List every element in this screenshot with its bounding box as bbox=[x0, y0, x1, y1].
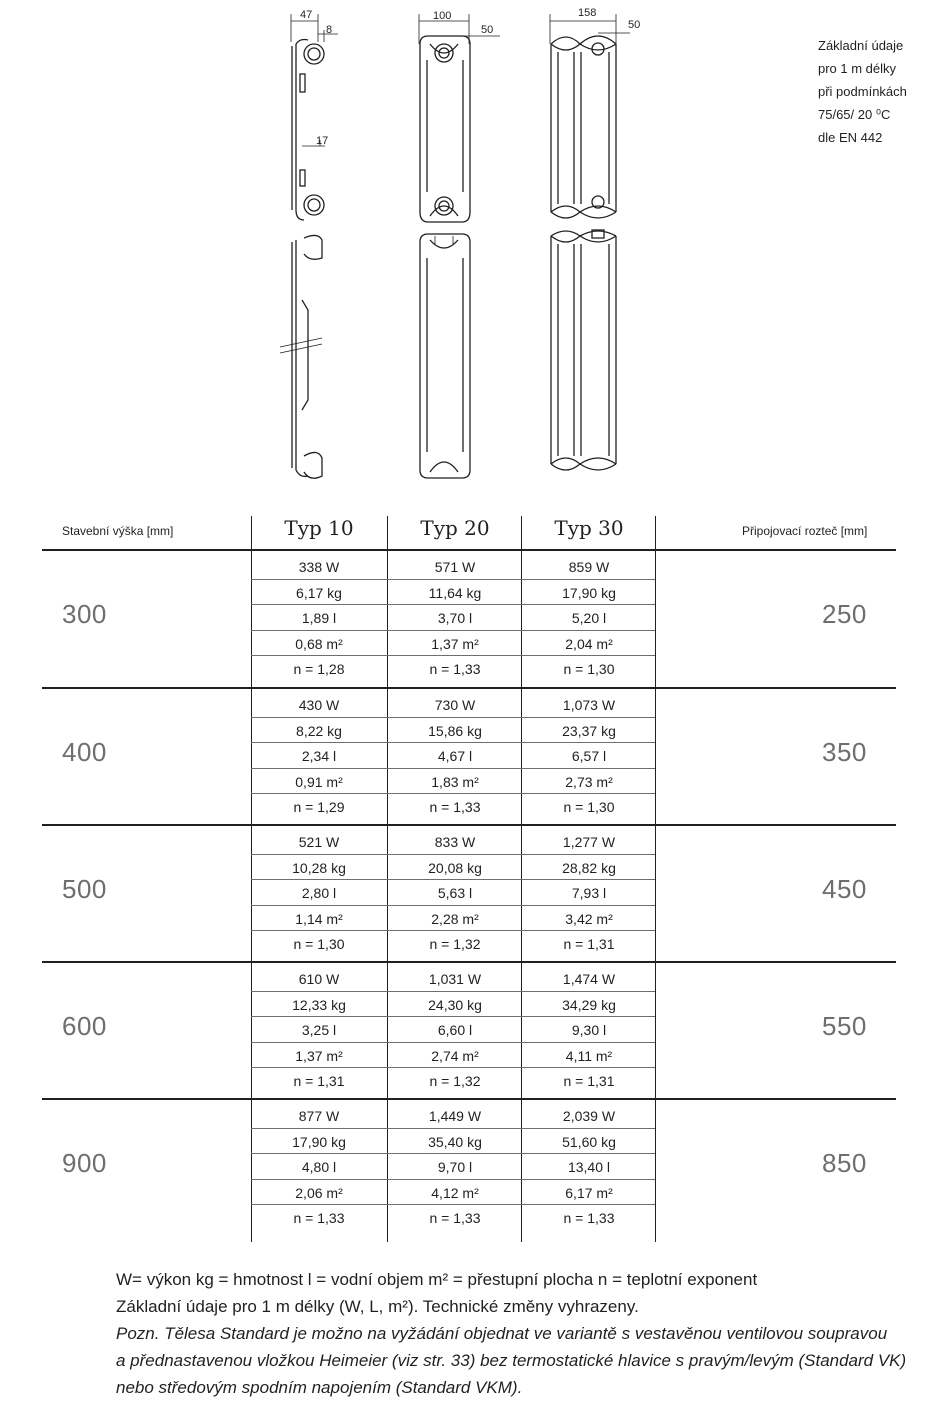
table-cell: 2,34 l bbox=[301, 748, 337, 764]
table-cell: n = 1,33 bbox=[563, 1210, 615, 1226]
table-rule bbox=[42, 549, 896, 551]
table-cell: 338 W bbox=[298, 559, 340, 575]
table-cell: 4,11 m² bbox=[565, 1047, 613, 1064]
dim-typ20-width: 100 bbox=[433, 10, 452, 22]
table-cell: 730 W bbox=[434, 697, 476, 713]
legend-units: W= výkon kg = hmotnost l = vodní objem m² = přestupní plocha n = teplotní exponent bbox=[116, 1270, 758, 1289]
header-typ30: Typ 30 bbox=[554, 516, 624, 540]
table-cell: n = 1,33 bbox=[429, 799, 481, 815]
legend bbox=[116, 1266, 906, 1401]
table-cell: n = 1,32 bbox=[429, 936, 481, 952]
row-separator bbox=[251, 1128, 655, 1129]
table-cell: 1,14 m² bbox=[295, 910, 343, 927]
build-height-value: 400 bbox=[62, 736, 107, 767]
info-line: při podmínkách bbox=[818, 84, 907, 99]
row-separator bbox=[251, 1204, 655, 1205]
table-cell: 0,91 m² bbox=[295, 773, 343, 790]
radiator-technical-drawings bbox=[0, 0, 940, 500]
table-cell: 11,64 kg bbox=[428, 584, 482, 601]
row-separator bbox=[251, 1179, 655, 1180]
table-cell: 2,73 m² bbox=[565, 773, 613, 790]
legend-note-2: a přednastavenou vložkou Heimeier (viz str. 33) bez termostatické hlavice s pravým/levým (Standard VK) bbox=[116, 1351, 907, 1370]
table-cell: 2,06 m² bbox=[295, 1184, 343, 1201]
row-separator bbox=[251, 854, 655, 855]
table-cell: 877 W bbox=[298, 1108, 340, 1124]
table-cell: 5,63 l bbox=[437, 885, 473, 901]
table-cell: 17,90 kg bbox=[292, 1133, 346, 1150]
typ10-profile-drawing bbox=[280, 14, 338, 478]
dim-typ20-offset: 50 bbox=[481, 24, 494, 36]
table-cell: n = 1,30 bbox=[563, 799, 615, 815]
build-height-value: 900 bbox=[62, 1147, 107, 1178]
build-height-value: 300 bbox=[62, 598, 107, 629]
table-cell: 9,30 l bbox=[571, 1022, 607, 1038]
table-cell: 3,42 m² bbox=[565, 910, 613, 927]
connection-spacing-value: 350 bbox=[822, 736, 867, 767]
row-separator bbox=[251, 768, 655, 769]
row-separator bbox=[251, 1016, 655, 1017]
typ20-front-drawing bbox=[419, 14, 500, 478]
table-cell: 571 W bbox=[434, 559, 476, 575]
table-cell: n = 1,31 bbox=[563, 936, 615, 952]
table-cell: 1,83 m² bbox=[431, 773, 479, 790]
table-cell: 833 W bbox=[434, 834, 476, 850]
table-cell: n = 1,33 bbox=[429, 1210, 481, 1226]
table-cell: 2,74 m² bbox=[431, 1047, 479, 1064]
table-cell: 7,93 l bbox=[571, 885, 607, 901]
group-rule bbox=[42, 687, 896, 689]
table-divider bbox=[655, 516, 656, 550]
table-cell: 1,37 m² bbox=[431, 635, 479, 652]
table-divider bbox=[521, 516, 522, 550]
table-cell: 859 W bbox=[568, 559, 610, 575]
table-cell: 4,67 l bbox=[437, 748, 473, 764]
legend-note-1: Pozn. Tělesa Standard je možno na vyžádání objednat ve variantě s vestavěnou ventilovou soupravou bbox=[116, 1324, 888, 1343]
group-rule bbox=[42, 961, 896, 963]
dim-typ10-small: 8 bbox=[326, 24, 333, 36]
table-cell: n = 1,32 bbox=[429, 1073, 481, 1089]
table-cell: n = 1,33 bbox=[293, 1210, 345, 1226]
connection-spacing-value: 850 bbox=[822, 1147, 867, 1178]
table-cell: 8,22 kg bbox=[296, 722, 342, 739]
header-typ10: Typ 10 bbox=[284, 516, 354, 540]
table-cell: 5,20 l bbox=[571, 610, 607, 626]
info-line: pro 1 m délky bbox=[818, 61, 897, 76]
info-line: dle EN 442 bbox=[818, 130, 883, 145]
table-cell: 1,474 W bbox=[562, 971, 616, 987]
row-separator bbox=[251, 991, 655, 992]
row-separator bbox=[251, 879, 655, 880]
table-cell: 13,40 l bbox=[567, 1159, 611, 1175]
table-cell: 34,29 kg bbox=[562, 996, 616, 1013]
table-cell: 4,12 m² bbox=[431, 1184, 479, 1201]
table-cell: 10,28 kg bbox=[292, 859, 346, 876]
table-cell: 2,28 m² bbox=[431, 910, 479, 927]
table-cell: n = 1,31 bbox=[293, 1073, 345, 1089]
table-cell: 3,70 l bbox=[437, 610, 473, 626]
basic-data-note bbox=[818, 34, 907, 149]
header-connection-spacing: Připojovací rozteč [mm] bbox=[742, 524, 868, 538]
connection-spacing-value: 450 bbox=[822, 873, 867, 904]
table-cell: 6,60 l bbox=[437, 1022, 473, 1038]
row-separator bbox=[251, 1153, 655, 1154]
table-cell: 610 W bbox=[298, 971, 340, 987]
table-cell: 2,04 m² bbox=[565, 635, 613, 652]
info-line: Základní údaje bbox=[818, 38, 904, 53]
table-cell: 521 W bbox=[298, 834, 340, 850]
row-separator bbox=[251, 630, 655, 631]
legend-basis: Základní údaje pro 1 m délky (W, L, m²). Technické změny vyhrazeny. bbox=[116, 1297, 639, 1316]
row-separator bbox=[251, 717, 655, 718]
table-cell: 2,039 W bbox=[562, 1108, 616, 1124]
table-cell: 2,80 l bbox=[301, 885, 337, 901]
dim-typ10-gap: 17 bbox=[316, 135, 329, 147]
table-divider bbox=[251, 516, 252, 550]
table-cell: 4,80 l bbox=[301, 1159, 337, 1175]
row-separator bbox=[251, 655, 655, 656]
connection-spacing-value: 250 bbox=[822, 598, 867, 629]
table-cell: 9,70 l bbox=[437, 1159, 473, 1175]
connection-spacing-value: 550 bbox=[822, 1010, 867, 1041]
header-typ20: Typ 20 bbox=[420, 516, 490, 540]
typ30-front-drawing bbox=[550, 14, 630, 470]
table-cell: n = 1,31 bbox=[563, 1073, 615, 1089]
table-cell: 24,30 kg bbox=[428, 996, 482, 1013]
table-cell: 12,33 kg bbox=[292, 996, 346, 1013]
table-cell: 0,68 m² bbox=[295, 635, 343, 652]
table-cell: 430 W bbox=[298, 697, 340, 713]
row-separator bbox=[251, 1042, 655, 1043]
table-cell: 51,60 kg bbox=[562, 1133, 616, 1150]
legend-note-3: nebo středovým spodním napojením (Standard VKM). bbox=[116, 1378, 523, 1397]
table-cell: 6,57 l bbox=[571, 748, 607, 764]
table-cell: 1,449 W bbox=[428, 1108, 482, 1124]
build-height-value: 500 bbox=[62, 873, 107, 904]
table-cell: 1,073 W bbox=[562, 697, 616, 713]
table-cell: 23,37 kg bbox=[562, 722, 616, 739]
table-cell: 6,17 m² bbox=[565, 1184, 613, 1201]
table-cell: n = 1,28 bbox=[293, 661, 345, 677]
dim-typ10-width: 47 bbox=[300, 9, 313, 21]
table-cell: 1,277 W bbox=[562, 834, 616, 850]
row-separator bbox=[251, 930, 655, 931]
table-cell: 20,08 kg bbox=[428, 859, 482, 876]
table-cell: 3,25 l bbox=[301, 1022, 337, 1038]
dim-typ30-width: 158 bbox=[578, 7, 597, 19]
table-cell: n = 1,29 bbox=[293, 799, 345, 815]
row-separator bbox=[251, 579, 655, 580]
table-cell: n = 1,30 bbox=[293, 936, 345, 952]
row-separator bbox=[251, 905, 655, 906]
table-cell: 1,031 W bbox=[428, 971, 482, 987]
row-separator bbox=[251, 604, 655, 605]
table-cell: n = 1,33 bbox=[429, 661, 481, 677]
table-cell: 1,89 l bbox=[301, 610, 337, 626]
table-cell: 17,90 kg bbox=[562, 584, 616, 601]
table-cell: n = 1,30 bbox=[563, 661, 615, 677]
table-cell: 28,82 kg bbox=[562, 859, 616, 876]
row-separator bbox=[251, 742, 655, 743]
group-rule bbox=[42, 1098, 896, 1100]
table-cell: 15,86 kg bbox=[428, 722, 482, 739]
header-build-height: Stavební výška [mm] bbox=[62, 524, 174, 538]
info-line: 75/65/ 20 ⁰C bbox=[818, 107, 891, 122]
row-separator bbox=[251, 793, 655, 794]
table-divider bbox=[387, 516, 388, 550]
row-separator bbox=[251, 1067, 655, 1068]
table-cell: 1,37 m² bbox=[295, 1047, 343, 1064]
table-cell: 6,17 kg bbox=[296, 584, 342, 601]
dim-typ30-offset: 50 bbox=[628, 19, 641, 31]
group-rule bbox=[42, 824, 896, 826]
table-cell: 35,40 kg bbox=[428, 1133, 482, 1150]
build-height-value: 600 bbox=[62, 1010, 107, 1041]
